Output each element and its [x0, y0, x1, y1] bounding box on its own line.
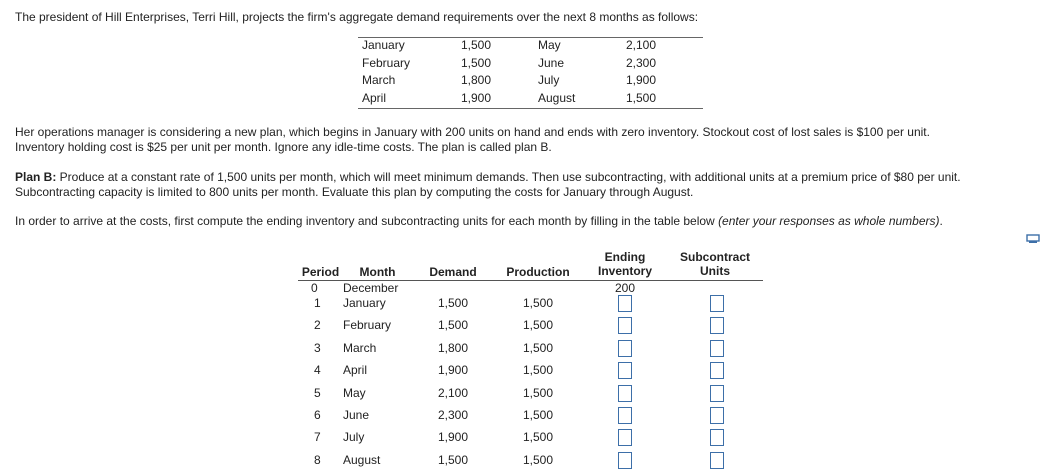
ending-inventory-input[interactable]	[618, 385, 632, 402]
grid-month: March	[362, 73, 396, 87]
plan-b-line2: Subcontracting capacity is limited to 800 units per month. Evaluate this plan by computing the costs for January through August.	[15, 185, 694, 199]
row-production: 1,500	[522, 363, 554, 378]
grid-month: June	[538, 55, 565, 70]
plan-b-label: Plan B:	[15, 170, 57, 184]
header-subcontract-units	[670, 250, 760, 278]
subcontract-units-input[interactable]	[710, 362, 724, 379]
row-demand: 1,500	[437, 318, 469, 333]
grid-demand-value: 2,300	[625, 55, 656, 70]
grid-month: July	[538, 73, 560, 87]
instruction-note: (enter your responses as whole numbers)	[718, 214, 940, 228]
header-demand: Demand	[429, 265, 477, 279]
grid-month: May	[538, 38, 561, 52]
grid-demand-value: 1,800	[460, 73, 491, 87]
row-period: 6	[314, 408, 321, 422]
row-production: 1,500	[522, 430, 554, 445]
ending-inventory-input[interactable]	[618, 429, 632, 446]
row-period: 2	[314, 318, 321, 333]
instruction-main: In order to arrive at the costs, first compute the ending inventory and subcontracting units for each month by filling in the table below	[15, 214, 719, 228]
row-month: May	[343, 385, 366, 400]
row-period: 7	[314, 430, 321, 445]
row-demand: 1,900	[437, 430, 469, 445]
row-month: March	[343, 340, 377, 355]
grid-demand-value: 1,500	[625, 90, 656, 105]
header-ending-inventory	[590, 250, 660, 278]
grid-demand-value: 1,500	[460, 38, 491, 52]
header-period: Period	[301, 265, 340, 279]
grid-month: April	[362, 90, 387, 105]
row-period: 8	[314, 452, 321, 467]
row-production: 1,500	[522, 318, 554, 333]
grid-demand-value: 2,100	[625, 38, 656, 52]
row-month: June	[343, 408, 370, 422]
subcontract-units-input[interactable]	[710, 452, 724, 469]
row-month: February	[343, 318, 392, 333]
row-demand: 1,800	[437, 340, 469, 355]
row-production: 1,500	[522, 452, 554, 467]
header-ending-line2: Inventory	[597, 264, 652, 278]
edit-icon[interactable]	[1026, 234, 1040, 244]
row-demand: 2,300	[437, 408, 469, 422]
ending-inventory-input[interactable]	[618, 407, 632, 424]
row-period: 5	[314, 385, 321, 400]
subcontract-units-input[interactable]	[710, 340, 724, 357]
row-month: July	[343, 430, 365, 445]
plan-b-line1	[15, 170, 961, 185]
ending-inventory-input[interactable]	[618, 317, 632, 334]
row-demand: 1,500	[437, 452, 469, 467]
row-production: 1,500	[522, 296, 554, 310]
ending-inventory-input[interactable]	[618, 340, 632, 357]
grid-bottom-rule	[358, 108, 703, 109]
demand-grid	[358, 37, 703, 109]
ending-inventory-input[interactable]	[618, 452, 632, 469]
row-production: 1,500	[522, 340, 554, 355]
row-production: 1,500	[522, 385, 554, 400]
row-production: 1,500	[522, 408, 554, 422]
ending-inventory-input[interactable]	[618, 362, 632, 379]
header-sub-line2: Units	[700, 264, 730, 278]
header-production: Production	[506, 265, 570, 279]
plan-description-line2: Inventory holding cost is $25 per unit per month. Ignore any idle-time costs. The plan is called plan B.	[15, 140, 552, 154]
initial-period: 0	[311, 281, 318, 295]
instruction-end: .	[939, 214, 943, 228]
row-month: April	[343, 363, 368, 378]
plan-b-text: Produce at a constant rate of 1,500 units per month, which will meet minimum demands. Then use subcontracting, with additional units at a premium price of $80 per unit.	[56, 170, 961, 184]
plan-description-line1: Her operations manager is considering a new plan, which begins in January with 200 units on hand and ends with zero inventory. Stockout cost of lost sales is $100 per unit.	[15, 125, 930, 139]
grid-month: January	[362, 38, 405, 52]
grid-month: February	[362, 55, 411, 70]
initial-month: December	[343, 281, 399, 295]
row-demand: 2,100	[437, 385, 469, 400]
row-period: 4	[314, 363, 321, 378]
row-period: 3	[314, 340, 321, 355]
instruction-text	[15, 214, 943, 229]
row-month: August	[343, 452, 381, 467]
ending-inventory-input[interactable]	[618, 295, 632, 312]
row-demand: 1,500	[437, 296, 469, 310]
grid-demand-value: 1,900	[460, 90, 491, 105]
grid-demand-value: 1,900	[625, 73, 656, 87]
header-ending-line1: Ending	[604, 250, 646, 264]
subcontract-units-input[interactable]	[710, 317, 724, 334]
header-month: Month	[359, 265, 396, 279]
subcontract-units-input[interactable]	[710, 295, 724, 312]
initial-ending-inventory: 200	[614, 281, 636, 295]
row-period: 1	[314, 296, 321, 310]
header-sub-line1: Subcontract	[679, 250, 750, 264]
subcontract-units-input[interactable]	[710, 429, 724, 446]
intro-text: The president of Hill Enterprises, Terri Hill, projects the firm's aggregate demand requirements over the next 8 months as follows:	[15, 10, 699, 24]
subcontract-units-input[interactable]	[710, 385, 724, 402]
row-month: January	[343, 296, 386, 310]
subcontract-units-input[interactable]	[710, 407, 724, 424]
grid-demand-value: 1,500	[460, 55, 491, 70]
row-demand: 1,900	[437, 363, 469, 378]
grid-month: August	[538, 90, 576, 105]
